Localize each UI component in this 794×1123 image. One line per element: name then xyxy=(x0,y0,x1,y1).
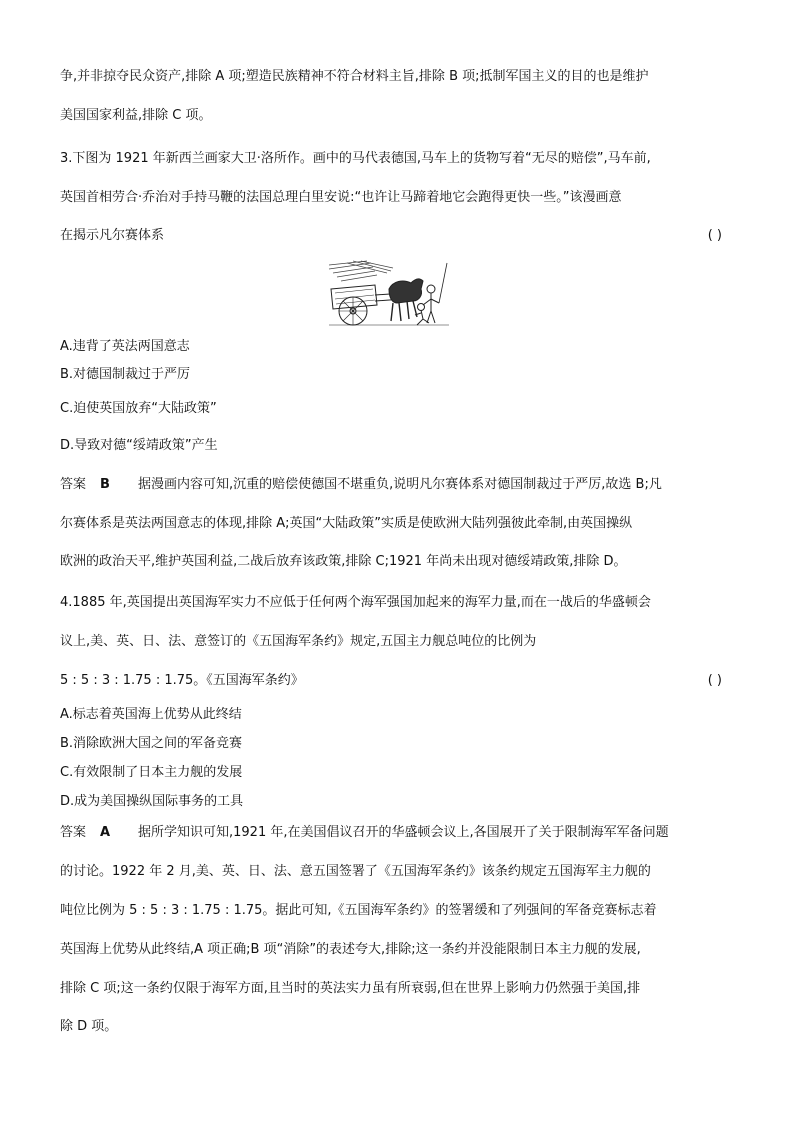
answer-label: 答案 xyxy=(60,825,87,840)
q3-stem-line: 在揭示凡尔赛体系 xyxy=(60,228,165,243)
q3-answer-line xyxy=(60,476,736,494)
answer-text: 据漫画内容可知,沉重的赔偿使德国不堪重负,说明凡尔赛体系对德国制裁过于严厉,故选 B;凡 xyxy=(138,477,662,492)
q4-option-d: D.成为美国操纵国际事务的工具 xyxy=(60,794,244,809)
answer-label: 答案 xyxy=(60,477,87,492)
answer-letter: B xyxy=(100,477,110,492)
q4-stem-line: 5 : 5 : 3 : 1.75 : 1.75。《五国海军条约》 xyxy=(60,673,304,688)
q3-option-b: B.对德国制裁过于严厉 xyxy=(60,367,191,382)
q3-answer-blank: ( ) xyxy=(707,228,722,243)
q2-explanation-line: 争,并非掠夺民众资产,排除 A 项;塑造民族精神不符合材料主旨,排除 B 项;抵制军国主义的目的也是维护 xyxy=(60,69,649,84)
q3-option-c: C.迫使英国放弃“大陆政策” xyxy=(60,401,217,416)
answer-text: 据所学知识可知,1921 年,在美国倡议召开的华盛顿会议上,各国展开了关于限制海军军备问题 xyxy=(138,825,669,840)
cartoon-image xyxy=(327,259,451,329)
q4-stem-line: 4.1885 年,英国提出英国海军实力不应低于任何两个海军强国加起来的海军力量,而在一战后的华盛顿会 xyxy=(60,595,651,610)
q4-answer-line: 除 D 项。 xyxy=(60,1019,118,1034)
answer-letter: A xyxy=(100,825,111,840)
q3-stem-line: 3.下图为 1921 年新西兰画家大卫·洛所作。画中的马代表德国,马车上的货物写着“无尽的赔偿”,马车前, xyxy=(60,151,651,166)
q4-answer-line: 英国海上优势从此终结,A 项正确;B 项“消除”的表述夸大,排除;这一条约并没能限制日本主力舰的发展, xyxy=(60,942,641,957)
q3-answer-line: 尔赛体系是英法两国意志的体现,排除 A;英国“大陆政策”实质是使欧洲大陆列强彼此牵制,由英国操纵 xyxy=(60,516,633,531)
q4-answer-line: 排除 C 项;这一条约仅限于海军方面,且当时的英法实力虽有所衰弱,但在世界上影响力仍然强于美国,排 xyxy=(60,981,641,996)
q2-explanation-line: 美国国家利益,排除 C 项。 xyxy=(60,108,212,123)
q4-stem-line: 议上,美、英、日、法、意签订的《五国海军条约》规定,五国主力舰总吨位的比例为 xyxy=(60,634,537,649)
document-page xyxy=(60,0,736,1123)
q4-option-b: B.消除欧洲大国之间的军备竞赛 xyxy=(60,736,243,751)
q4-option-c: C.有效限制了日本主力舰的发展 xyxy=(60,765,243,780)
q3-stem-line: 英国首相劳合·乔治对手持马鞭的法国总理白里安说:“也许让马蹄着地它会跑得更快一些。”该漫画意 xyxy=(60,190,622,205)
q4-answer-blank: ( ) xyxy=(707,673,722,688)
q4-answer-line: 的讨论。1922 年 2 月,美、英、日、法、意五国签署了《五国海军条约》该条约规定五国海军主力舰的 xyxy=(60,864,651,879)
q4-option-a: A.标志着英国海上优势从此终结 xyxy=(60,707,242,722)
q3-option-a: A.违背了英法两国意志 xyxy=(60,339,190,354)
q4-answer-line: 吨位比例为 5 : 5 : 3 : 1.75 : 1.75。据此可知,《五国海军条约》的签署缓和了列强间的军备竞赛标志着 xyxy=(60,903,657,918)
q3-option-d: D.导致对德“绥靖政策”产生 xyxy=(60,438,218,453)
q4-answer-line xyxy=(60,824,736,842)
q3-answer-line: 欧洲的政治天平,维护英国利益,二战后放弃该政策,排除 C;1921 年尚未出现对德绥靖政策,排除 D。 xyxy=(60,554,627,569)
